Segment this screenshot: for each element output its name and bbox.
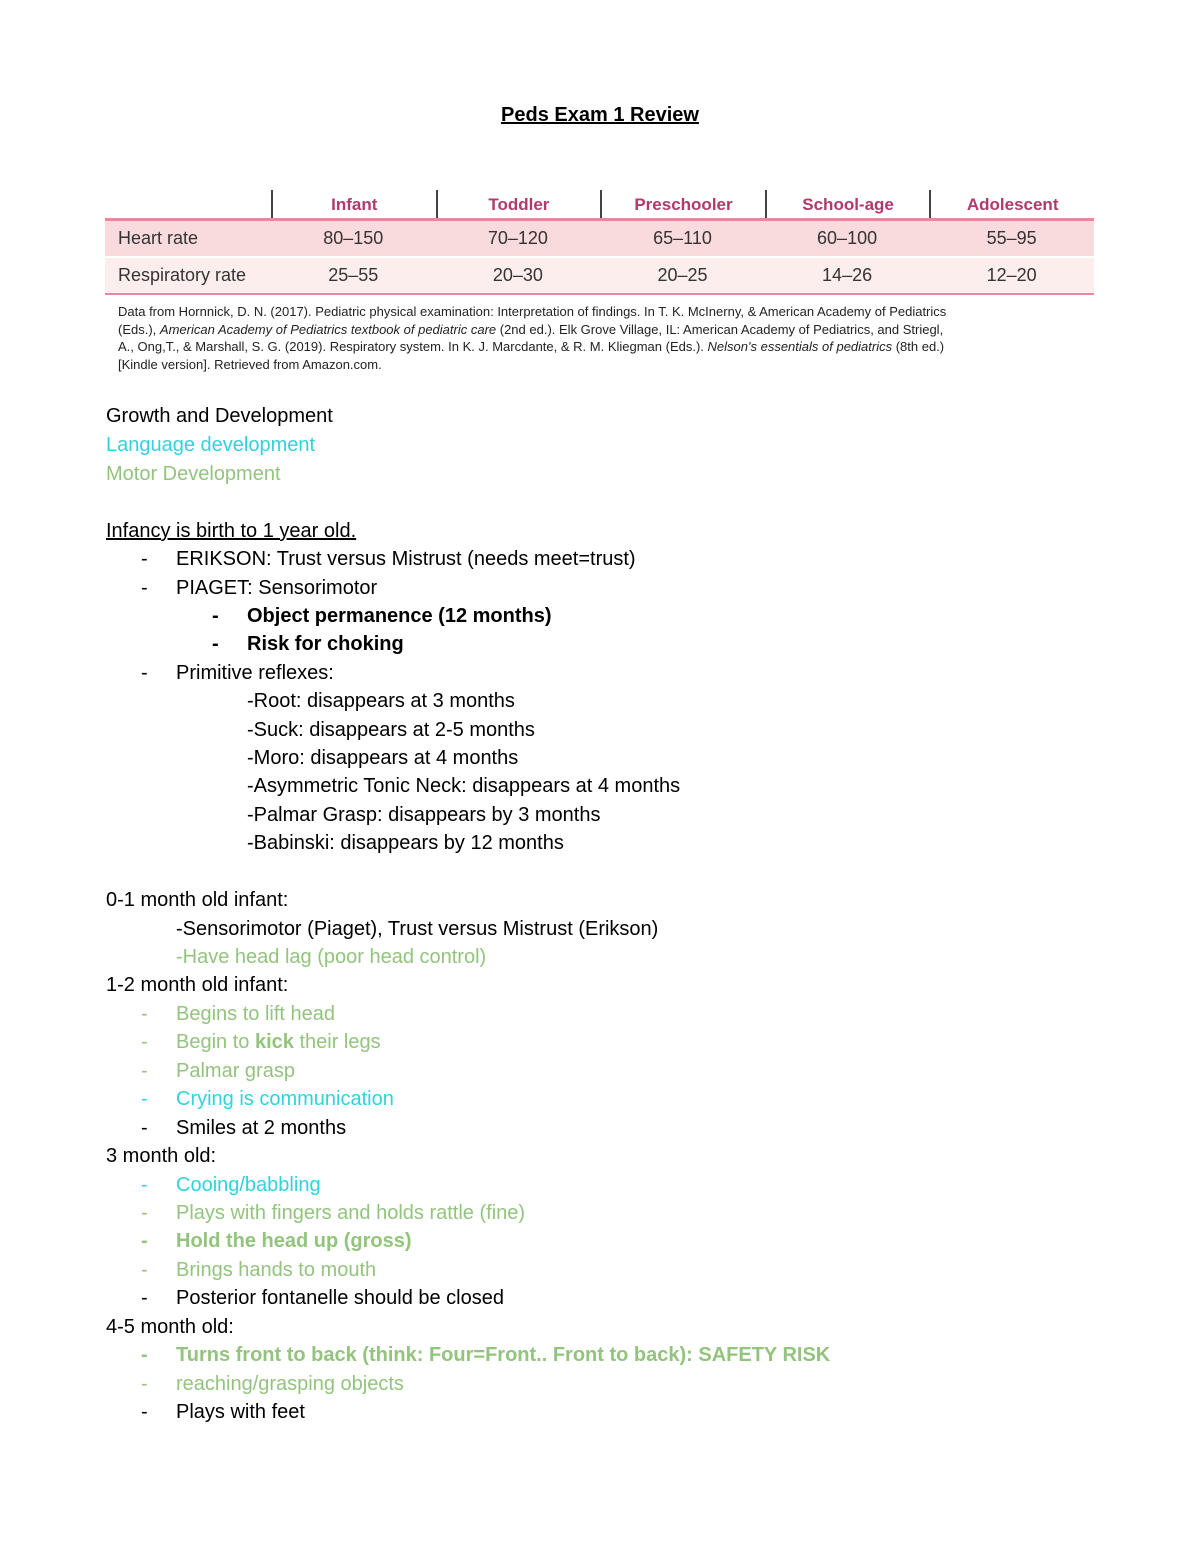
bullet-dash: - — [141, 1202, 148, 1224]
reflexes-heading: Primitive reflexes: — [176, 662, 334, 684]
erikson-line: ERIKSON: Trust versus Mistrust (needs meet=trust) — [176, 548, 636, 570]
bullet-dash: - — [212, 605, 219, 627]
infancy-heading: Infancy is birth to 1 year old. — [106, 520, 357, 542]
reflex-item: -Moro: disappears at 4 months — [247, 747, 519, 769]
table-source-citation: Data from Hornnick, D. N. (2017). Pediatric physical examination: Interpretation of findings. In T. K. McInerny, & American Academy of Pediatrics (Eds.), American Academy of Pediatrics textbook of pediatric care (2nd ed.). Elk Grove Village, IL: American Academy of Pediatrics, and Striegl, A., Ong,T., & Marshall, S. G. (2019). Respiratory system. In K. J. Marcdante, & R. M. Kliegman (Eds.). Nelson's essentials of pediatrics (8th ed.) [Kindle version]. Retrieved from Amazon.com. — [118, 304, 947, 372]
table-cell: 55–95 — [986, 228, 1037, 248]
object-permanence-line: Object permanence (12 months) — [247, 605, 552, 627]
month-1-2-item: Smiles at 2 months — [176, 1117, 347, 1139]
page-title: Peds Exam 1 Review — [501, 104, 699, 126]
row-label: Respiratory rate — [118, 265, 247, 285]
table-cell: 65–110 — [653, 228, 712, 248]
bullet-dash: - — [141, 1344, 148, 1366]
section-language-development: Language development — [106, 434, 316, 456]
table-bottom-rule — [105, 293, 1094, 295]
bullet-dash: - — [141, 548, 148, 570]
month-1-2-item: Begin to kick their legs — [176, 1031, 381, 1053]
bullet-dash: - — [141, 1230, 148, 1252]
vital-signs-table — [105, 190, 1094, 295]
reflex-item: -Root: disappears at 3 months — [247, 690, 515, 712]
bullet-dash: - — [141, 1003, 148, 1025]
bullet-dash: - — [141, 1060, 148, 1082]
month-1-2-heading: 1-2 month old infant: — [106, 974, 289, 996]
month-3-item: Cooing/babbling — [176, 1174, 321, 1196]
month-3-item: Posterior fontanelle should be closed — [176, 1287, 504, 1309]
month-4-5-heading: 4-5 month old: — [106, 1316, 234, 1338]
bullet-dash: - — [141, 1117, 148, 1139]
month-4-5-item: Plays with feet — [176, 1401, 305, 1423]
table-cell: 20–30 — [492, 265, 543, 285]
month-0-1-item: -Have head lag (poor head control) — [176, 946, 487, 968]
table-cell: 20–25 — [657, 265, 708, 285]
column-header-infant: Infant — [271, 190, 436, 218]
column-header-toddler: Toddler — [436, 190, 601, 218]
bullet-dash: - — [141, 1259, 148, 1281]
bullet-dash: - — [212, 633, 219, 655]
table-row — [105, 258, 1094, 293]
bullet-dash: - — [141, 1174, 148, 1196]
reflex-item: -Asymmetric Tonic Neck: disappears at 4 months — [247, 775, 681, 797]
month-4-5-item: Turns front to back (think: Four=Front.. Front to back): SAFETY RISK — [176, 1344, 831, 1366]
month-3-item: Plays with fingers and holds rattle (fine) — [176, 1202, 526, 1224]
bullet-dash: - — [141, 1088, 148, 1110]
piaget-line: PIAGET: Sensorimotor — [176, 577, 378, 599]
bullet-dash: - — [141, 662, 148, 684]
column-header-school-age: School-age — [765, 190, 930, 218]
month-3-heading: 3 month old: — [106, 1145, 217, 1167]
row-label: Heart rate — [118, 228, 199, 248]
reflex-item: -Babinski: disappears by 12 months — [247, 832, 564, 854]
bullet-dash: - — [141, 1373, 148, 1395]
bullet-dash: - — [141, 577, 148, 599]
table-cell: 80–150 — [323, 228, 384, 248]
table-cell: 25–55 — [328, 265, 379, 285]
table-cell: 70–120 — [487, 228, 548, 248]
month-3-item: Hold the head up (gross) — [176, 1230, 412, 1252]
table-header-row — [105, 190, 1094, 218]
section-growth-development: Growth and Development — [106, 405, 333, 427]
table-cell: 14–26 — [822, 265, 873, 285]
reflex-item: -Suck: disappears at 2-5 months — [247, 719, 535, 741]
bullet-dash: - — [141, 1401, 148, 1423]
table-cell: 12–20 — [986, 265, 1037, 285]
column-header-adolescent: Adolescent — [929, 190, 1094, 218]
month-0-1-item: -Sensorimotor (Piaget), Trust versus Mistrust (Erikson) — [176, 918, 659, 940]
reflex-item: -Palmar Grasp: disappears by 3 months — [247, 804, 601, 826]
choking-risk-line: Risk for choking — [247, 633, 404, 655]
month-1-2-item: Crying is communication — [176, 1088, 394, 1110]
table-cell: 60–100 — [817, 228, 878, 248]
bullet-dash: - — [141, 1287, 148, 1309]
bullet-dash: - — [141, 1031, 148, 1053]
month-1-2-item: Begins to lift head — [176, 1003, 335, 1025]
month-1-2-item: Palmar grasp — [176, 1060, 295, 1082]
month-4-5-item: reaching/grasping objects — [176, 1373, 404, 1395]
table-row — [105, 221, 1094, 256]
column-header-preschooler: Preschooler — [600, 190, 765, 218]
section-motor-development: Motor Development — [106, 463, 281, 485]
month-0-1-heading: 0-1 month old infant: — [106, 889, 289, 911]
month-3-item: Brings hands to mouth — [176, 1259, 377, 1281]
